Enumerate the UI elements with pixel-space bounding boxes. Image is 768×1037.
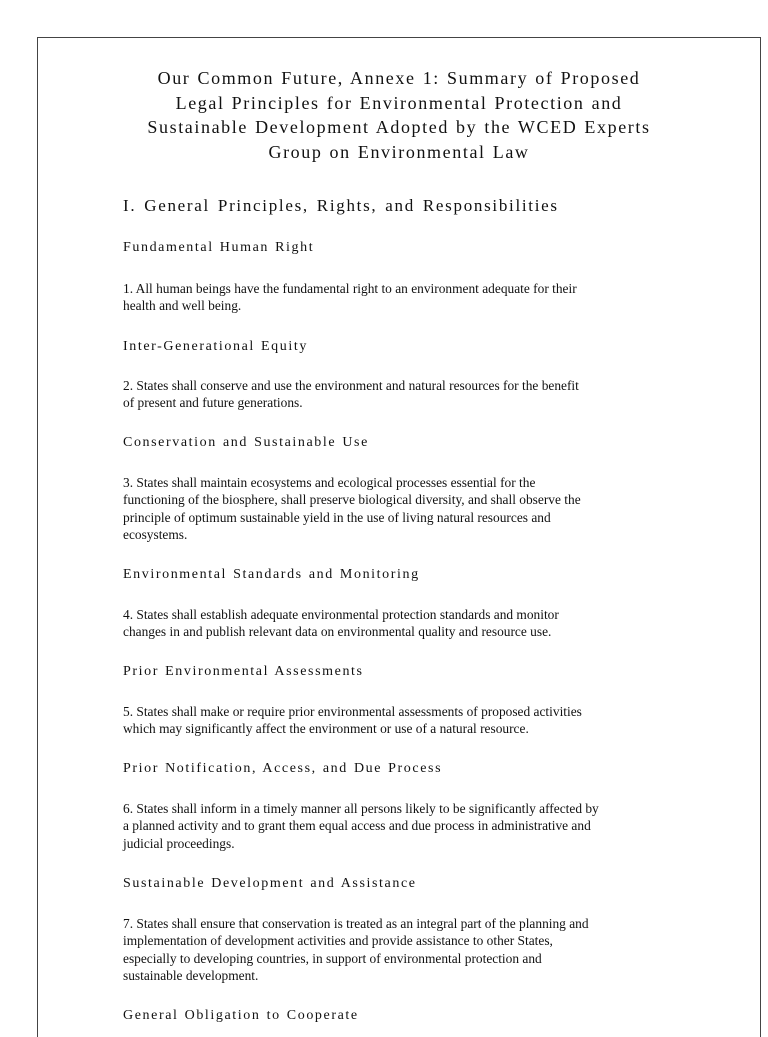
text-line: 1. All human beings have the fundamental right to an environment adequate for their [123, 281, 577, 296]
principle-1-text [123, 280, 703, 315]
subsection-heading-conservation-sustainable-use: Conservation and Sustainable Use [123, 435, 369, 450]
text-line: 3. States shall maintain ecosystems and ecological processes essential for the [123, 475, 536, 490]
text-line: 5. States shall make or require prior environmental assessments of proposed activities [123, 704, 582, 719]
text-line: of present and future generations. [123, 395, 303, 411]
text-line: which may significantly affect the environment or use of a natural resource. [123, 721, 529, 737]
text-line: changes in and publish relevant data on environmental quality and resource use. [123, 624, 552, 640]
text-line: 6. States shall inform in a timely manner all persons likely to be significantly affected by [123, 801, 599, 816]
text-line: 7. States shall ensure that conservation is treated as an integral part of the planning and [123, 916, 589, 931]
text-line: 4. States shall establish adequate environmental protection standards and monitor [123, 607, 559, 622]
section-heading: I. General Principles, Rights, and Responsibilities [123, 196, 559, 215]
subsection-heading-prior-environmental-assessments: Prior Environmental Assessments [123, 664, 364, 679]
text-line: ecosystems. [123, 526, 188, 542]
text-line: 2. States shall conserve and use the environment and natural resources for the benefit [123, 378, 579, 393]
principle-5-text [123, 703, 703, 738]
text-line: functioning of the biosphere, shall preserve biological diversity, and shall observe the [123, 492, 581, 508]
title-line: Legal Principles for Environmental Protection and [175, 92, 623, 113]
text-line: principle of optimum sustainable yield in the use of living natural resources and [123, 509, 551, 525]
principle-2-text [123, 377, 703, 412]
text-line: judicial proceedings. [123, 835, 235, 851]
document-title [78, 66, 720, 164]
text-line: implementation of development activities and provide assistance to other States, [123, 933, 553, 949]
subsection-heading-inter-generational-equity: Inter-Generational Equity [123, 339, 308, 354]
subsection-heading-fundamental-human-right: Fundamental Human Right [123, 240, 315, 255]
text-line: health and well being. [123, 298, 242, 314]
title-line: Our Common Future, Annexe 1: Summary of Proposed [157, 68, 641, 88]
text-line: a planned activity and to grant them equal access and due process in administrative and [123, 818, 591, 834]
subsection-heading-general-obligation-cooperate: General Obligation to Cooperate [123, 1008, 359, 1023]
title-line: Sustainable Development Adopted by the WCED Experts [147, 117, 651, 137]
text-line: sustainable development. [123, 967, 259, 983]
subsection-heading-environmental-standards-monitoring: Environmental Standards and Monitoring [123, 567, 420, 582]
principle-6-text [123, 800, 703, 852]
document-page [37, 37, 761, 1037]
text-line: especially to developing countries, in support of environmental protection and [123, 950, 542, 966]
subsection-heading-sustainable-development-assistance: Sustainable Development and Assistance [123, 876, 417, 891]
title-line: Group on Environmental Law [268, 141, 530, 162]
principle-3-text [123, 474, 703, 543]
principle-4-text [123, 606, 703, 641]
subsection-heading-prior-notification-access-due-process: Prior Notification, Access, and Due Process [123, 761, 443, 776]
principle-7-text [123, 915, 703, 984]
